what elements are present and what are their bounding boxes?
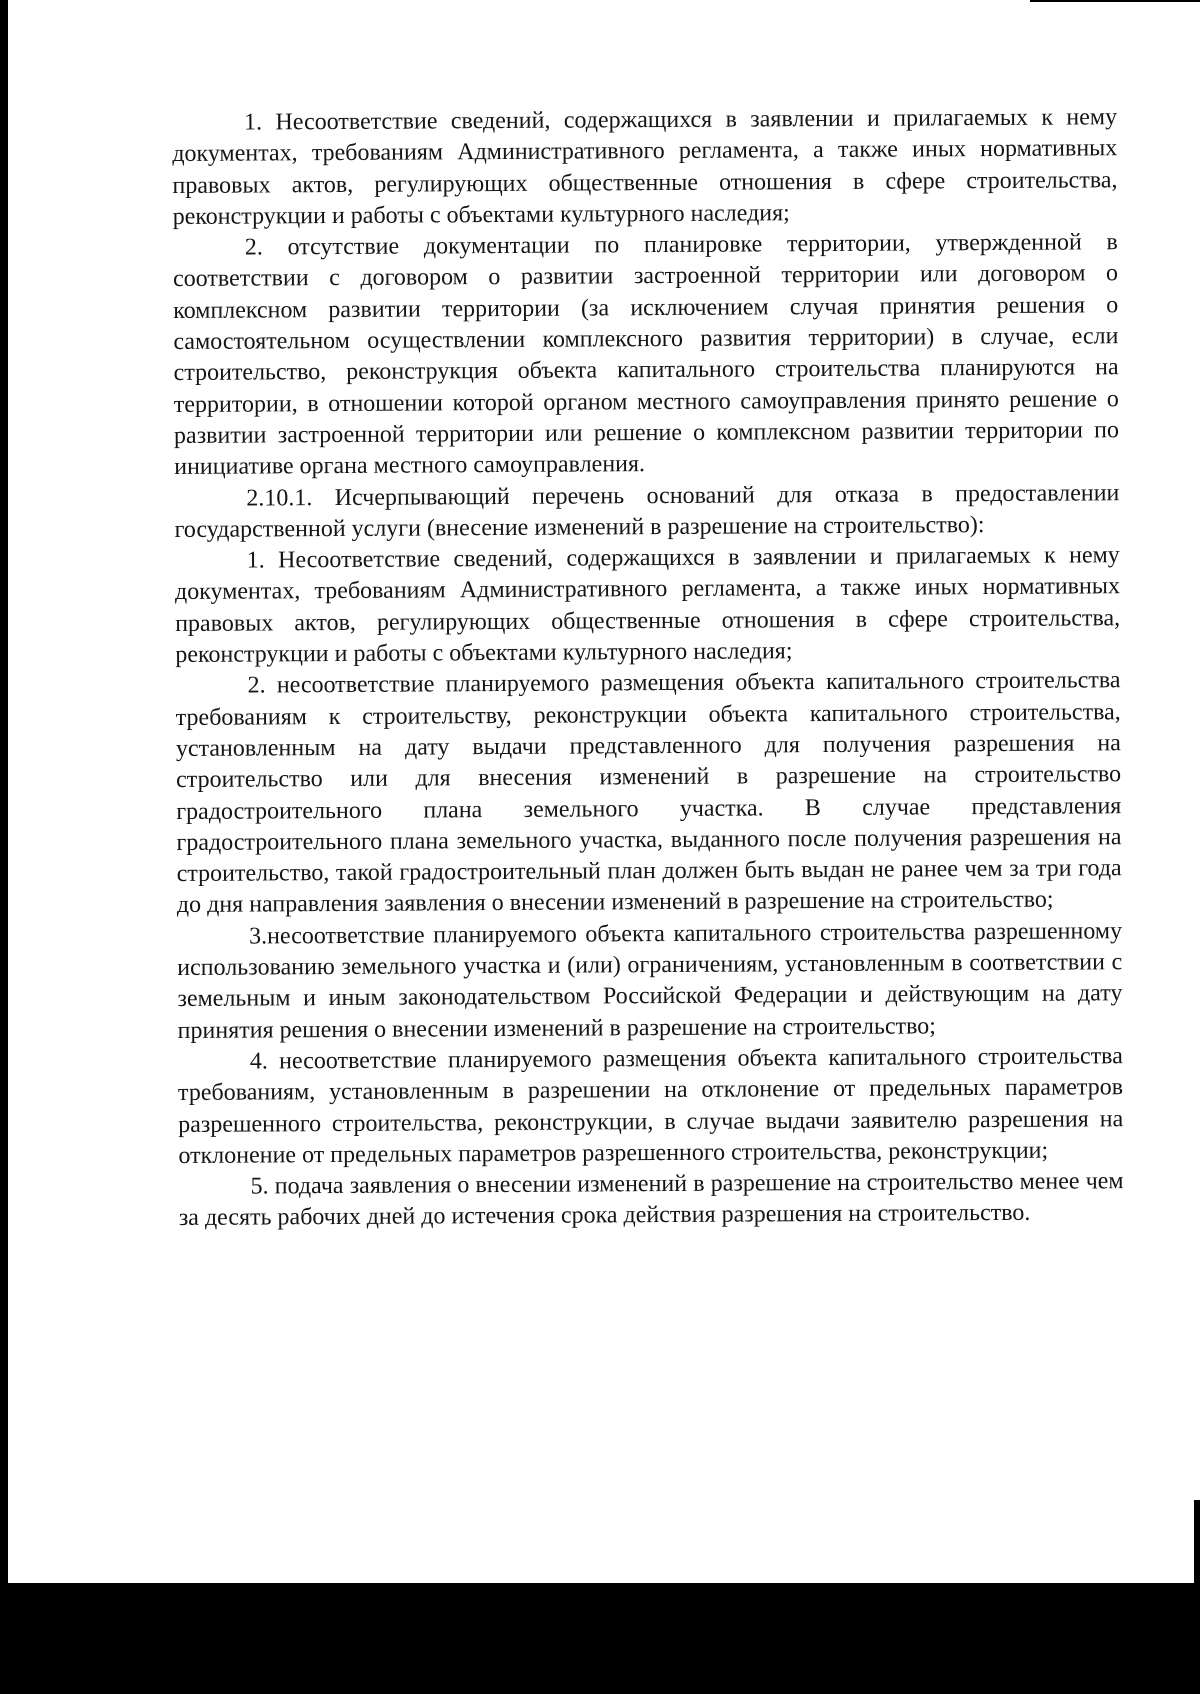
paragraph-7: 5. подача заявления о внесении изменений в разрешение на строительство менее чем за десять рабочих дней до истечения срока действия разрешения на строительство.: [178, 1168, 1124, 1232]
scan-top-mark: [1030, 0, 1200, 2]
paragraph-6: 4. несоответствие планируемого размещения объекта капитального строительства требованиям, установленным в разрешении на отклонение от предельных параметров разрешенного строительства, реконструкции, в случае выдачи заявителю разрешения на отклонение от предельных параметров разрешенного строительства, реконструкции;: [177, 1043, 1124, 1169]
paragraph-4: 2. несоответствие планируемого размещения объекта капитального строительства требованиям к строительству, реконструкции объекта капитального строительства, установленным на дату выдачи представленного для получения разрешения на строительство или для внесения изменений в разрешение на строительство градостроительного плана земельного участка. В случае представления градостроительного плана земельного участка, выданного после получения разрешения на строительство, такой градостроительный план должен быть выдан не ранее чем за три года до дня направления заявления о внесении изменений в разрешение на строительство;: [175, 667, 1122, 919]
scan-bottom-band: [0, 1583, 1200, 1694]
paragraph-2: 2. отсутствие документации по планировке территории, утвержденной в соответствии с договором о развитии застроенной территории или договором о комплексном развитии территории (за исключением случая принятия решения о самостоятельном осуществлении комплексного развития территории) в случае, если строительство, реконструкция объекта капитального строительства планируются на территории, в отношении которой органом местного самоуправления принято решение о развитии застроенной территории или решение о комплексном развитии территории по инициативе органа местного самоуправления.: [172, 229, 1120, 481]
scan-left-edge: [0, 0, 8, 1694]
document-body: [172, 102, 1124, 1234]
paragraph-2-10-1: 2.10.1. Исчерпывающий перечень оснований для отказа в предоставлении государственной услуги (внесение изменений в разрешение на строительство):: [174, 479, 1120, 543]
paragraph-3: 1. Несоответствие сведений, содержащихся в заявлении и прилагаемых к нему документах, требованиям Административного регламента, а также иных нормативных правовых актов, регулирующих общественные отношения в сфере строительства, реконструкции и работы с объектами культурного наследия;: [174, 542, 1121, 669]
paragraph-1: 1. Несоответствие сведений, содержащихся в заявлении и прилагаемых к нему документах, требованиям Административного регламента, а также иных нормативных правовых актов, регулирующих общественные отношения в сфере строительства, реконструкции и работы с объектами культурного наследия;: [172, 104, 1118, 230]
scan-right-strip: [1194, 1500, 1200, 1590]
paragraph-5: 3.несоответствие планируемого объекта капитального строительства разрешенному использованию земельного участка и (или) ограничениям, установленным в соответствии с земельным и иным законодательством Российской Федерации и действующим на дату принятия решения о внесении изменений в разрешение на строительство;: [177, 917, 1123, 1044]
